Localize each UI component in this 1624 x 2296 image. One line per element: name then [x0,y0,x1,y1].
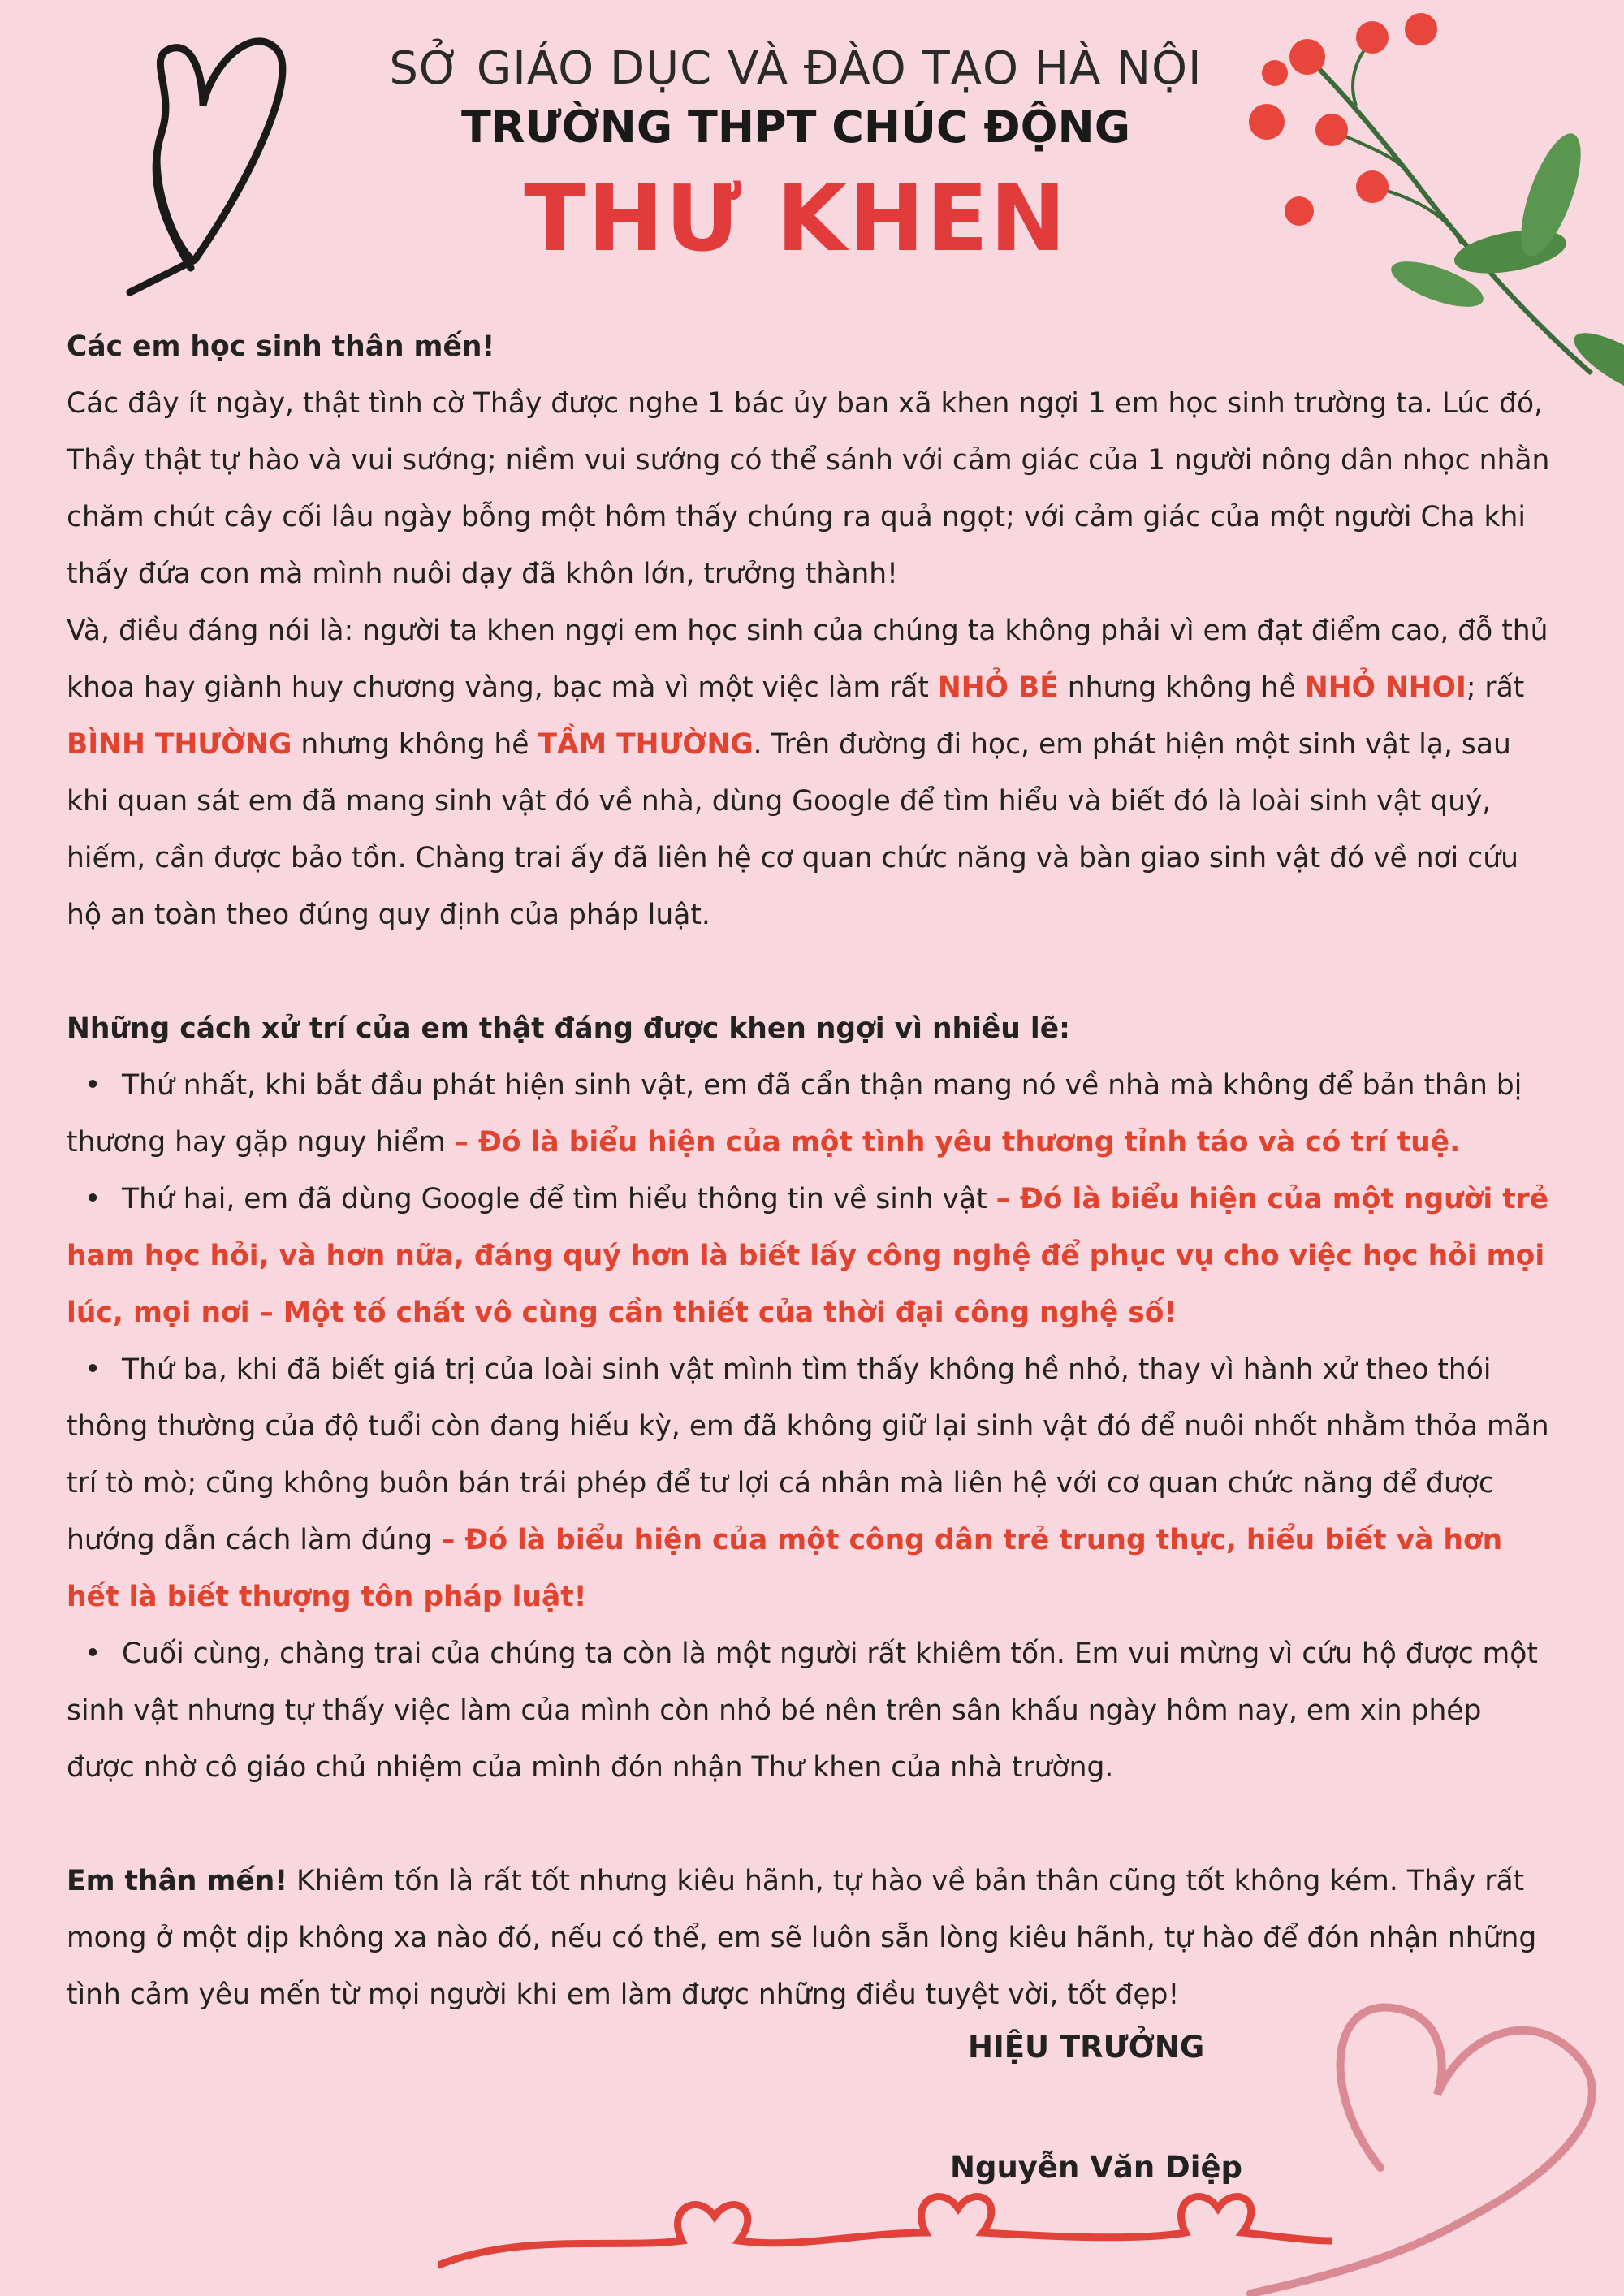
paragraph-1: Các đây ít ngày, thật tình cờ Thầy được nghe 1 bác ủy ban xã khen ngợi 1 em học sinh trường ta. Lúc đó, Thầy thật tự hào và vui sướng; niềm vui sướng có thể sánh với cảm giác của 1 người nông dân nhọc nhằn chăm chút cây cối lâu ngày bỗng một hôm thấy chúng ra quả ngọt; với cảm giác của một người Cha khi thấy đứa con mà mình nuôi dạy đã khôn lớn, trưởng thành! [67,387,1550,590]
list-item: • Thứ ba, khi đã biết giá trị của loài sinh vật mình tìm thấy không hề nhỏ, thay vì hành xử theo thói thông thường của độ tuổi còn đang hiếu kỳ, em đã không giữ lại sinh vật đó để nuôi nhốt nhằm thỏa mãn trí tò mò; cũng không buôn bán trái phép để tư lợi cá nhân mà liên hệ với cơ quan chức năng để được hướng dẫn cách làm đúng – Đó là biểu hiện của một công dân trẻ trung thực, hiểu biết và hơn hết là biết thượng tôn pháp luật! [67,1341,1557,1625]
paragraph-2: Và, điều đáng nói là: người ta khen ngợi em học sinh của chúng ta không phải vì em đạt điểm cao, đỗ thủ khoa hay giành huy chương vàng, bạc mà vì một việc làm rất NHỎ BÉ nhưng không hề NHỎ NHOI; rất BÌNH THƯỜNG nhưng không hề TẦM THƯỜNG. Trên đường đi học, em phát hiện một sinh vật lạ, sau khi quan sát em đã mang sinh vật đó về nhà, dùng Google để tìm hiểu và biết đó là loài sinh vật quý, hiếm, cần được bảo tồn. Chàng trai ấy đã liên hệ cơ quan chức năng và bàn giao sinh vật đó về nơi cứu hộ an toàn theo đúng quy định của pháp luật. [67,615,1548,931]
closing-paragraph: Em thân mến! Khiêm tốn là rất tốt nhưng kiêu hãnh, tự hào về bản thân cũng tốt không kém. Thầy rất mong ở một dịp không xa nào đó, nếu có thể, em sẽ luôn sẵn lòng kiêu hãnh, tự hào để đón nhận những tình cảm yêu mến từ mọi người khi em làm được những điều tuyệt vời, tốt đẹp! [67,1865,1537,2011]
department-name: SỞ GIÁO DỤC VÀ ĐÀO TẠO HÀ NỘI [389,42,1203,95]
letter-body [67,318,1557,2023]
bullet-icon: • [84,1183,102,1215]
letter-title: THƯ KHEN [524,166,1068,272]
signer-name: Nguyễn Văn Diệp [950,2150,1243,2185]
bullet-icon: • [84,1638,102,1670]
list-item: • Thứ hai, em đã dùng Google để tìm hiểu thông tin về sinh vật – Đó là biểu hiện của một người trẻ ham học hỏi, và hơn nữa, đáng quý hơn là biết lấy công nghệ để phục vụ cho việc học hỏi mọi lúc, mọi nơi – Một tố chất vô cùng cần thiết của thời đại công nghệ số! [67,1171,1557,1341]
emphasis-text: TẦM THƯỜNG [538,728,754,761]
signature-title: HIỆU TRƯỞNG [968,2030,1205,2065]
emphasis-text: NHỎ BÉ [937,671,1059,704]
emphasis-text: BÌNH THƯỜNG [67,728,292,761]
list-item: • Cuối cùng, chàng trai của chúng ta còn là một người rất khiêm tốn. Em vui mừng vì cứu hộ được một sinh vật nhưng tự thấy việc làm của mình còn nhỏ bé nên trên sân khấu ngày hôm nay, em xin phép được nhờ cô giáo chủ nhiệm của mình đón nhận Thư khen của nhà trường. [67,1625,1557,1796]
bullet-icon: • [84,1353,102,1386]
greeting: Các em học sinh thân mến! [67,330,495,363]
reasons-heading: Những cách xử trí của em thật đáng được khen ngợi vì nhiều lẽ: [67,1012,1070,1045]
list-item: • Thứ nhất, khi bắt đầu phát hiện sinh vật, em đã cẩn thận mang nó về nhà mà không để bản thân bị thương hay gặp nguy hiểm – Đó là biểu hiện của một tình yêu thương tỉnh táo và có trí tuệ. [67,1057,1557,1171]
letter-header [0,39,1592,276]
emphasis-text: NHỎ NHOI [1304,671,1466,704]
bullet-icon: • [84,1069,102,1102]
school-name: TRƯỜNG THPT CHÚC ĐỘNG [460,101,1131,153]
